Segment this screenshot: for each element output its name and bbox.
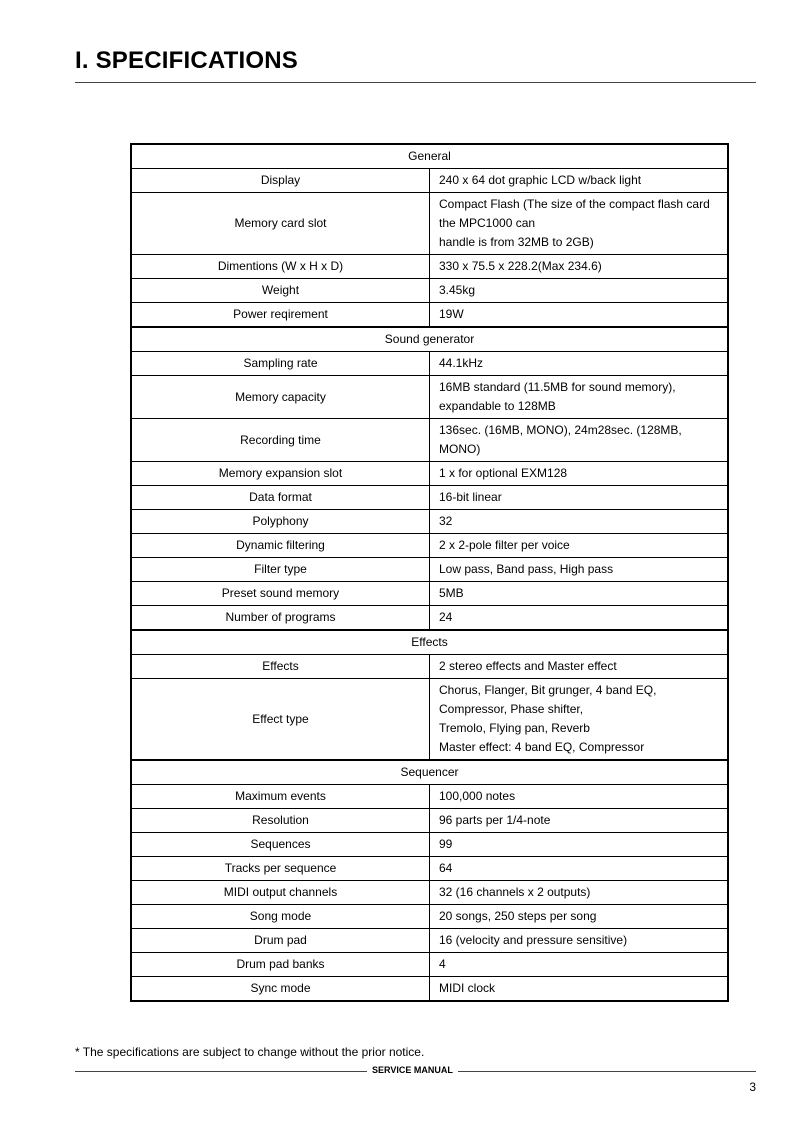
spec-value: [430, 352, 729, 376]
spec-value-line: 16 (velocity and pressure sensitive): [439, 933, 628, 947]
spec-value-line: 96 parts per 1/4-note: [439, 813, 551, 827]
spec-value: [430, 785, 729, 809]
section-heading: Sound generator: [131, 327, 728, 352]
page-title: I. SPECIFICATIONS: [75, 47, 298, 74]
spec-value: [430, 881, 729, 905]
spec-label: Sequences: [131, 833, 430, 857]
spec-value-line: 2 stereo effects and Master effect: [439, 659, 617, 673]
spec-value: [430, 833, 729, 857]
spec-value: [430, 929, 729, 953]
spec-label: Drum pad banks: [131, 953, 430, 977]
spec-value-line: 32: [439, 514, 453, 528]
spec-row: [131, 279, 728, 303]
spec-row: [131, 462, 728, 486]
spec-value-line: 2 x 2-pole filter per voice: [439, 538, 570, 552]
spec-value-line: 136sec. (16MB, MONO), 24m28sec. (128MB, MONO): [439, 423, 682, 456]
spec-value-line: Master effect: 4 band EQ, Compressor: [439, 740, 645, 754]
section-heading: Effects: [131, 630, 728, 655]
spec-value-line: 24: [439, 610, 453, 624]
spec-value-line: 4: [439, 957, 446, 971]
spec-row: [131, 977, 728, 1002]
spec-label: Drum pad: [131, 929, 430, 953]
spec-label: Memory card slot: [131, 193, 430, 255]
spec-value: [430, 303, 729, 328]
section-header-row: [131, 630, 728, 655]
spec-value-line: 20 songs, 250 steps per song: [439, 909, 597, 923]
spec-value-line: 330 x 75.5 x 228.2(Max 234.6): [439, 259, 602, 273]
section-heading: Sequencer: [131, 760, 728, 785]
spec-row: [131, 881, 728, 905]
spec-label: Number of programs: [131, 606, 430, 631]
spec-label: Dimentions (W x H x D): [131, 255, 430, 279]
spec-label: Song mode: [131, 905, 430, 929]
spec-label: Maximum events: [131, 785, 430, 809]
spec-value-line: 5MB: [439, 586, 464, 600]
footnote: * The specifications are subject to change without the prior notice.: [75, 1045, 425, 1059]
spec-value: [430, 977, 729, 1002]
spec-value: [430, 679, 729, 761]
spec-value-line: handle is from 32MB to 2GB): [439, 235, 594, 249]
spec-value-line: 1 x for optional EXM128: [439, 466, 568, 480]
spec-row: [131, 655, 728, 679]
spec-label: Sync mode: [131, 977, 430, 1002]
section-header-row: [131, 144, 728, 169]
spec-label: Memory capacity: [131, 376, 430, 419]
spec-row: [131, 376, 728, 419]
spec-row: [131, 929, 728, 953]
specifications-table: [130, 143, 729, 1002]
spec-label: Preset sound memory: [131, 582, 430, 606]
spec-value: [430, 558, 729, 582]
spec-value: [430, 376, 729, 419]
spec-row: [131, 486, 728, 510]
spec-value-line: 99: [439, 837, 453, 851]
spec-value-line: 44.1kHz: [439, 356, 484, 370]
spec-label: Memory expansion slot: [131, 462, 430, 486]
spec-label: Recording time: [131, 419, 430, 462]
spec-label: Dynamic filtering: [131, 534, 430, 558]
spec-label: Polyphony: [131, 510, 430, 534]
spec-label: Resolution: [131, 809, 430, 833]
spec-value-line: 240 x 64 dot graphic LCD w/back light: [439, 173, 642, 187]
spec-value-line: 64: [439, 861, 453, 875]
spec-value: [430, 905, 729, 929]
spec-value: [430, 169, 729, 193]
spec-label: Power reqirement: [131, 303, 430, 328]
spec-value: [430, 953, 729, 977]
spec-value: [430, 279, 729, 303]
spec-row: [131, 510, 728, 534]
spec-label: Weight: [131, 279, 430, 303]
spec-value: [430, 193, 729, 255]
spec-row: [131, 534, 728, 558]
spec-row: [131, 905, 728, 929]
spec-row: [131, 255, 728, 279]
page-number: 3: [749, 1080, 756, 1094]
title-rule: [75, 82, 756, 83]
spec-row: [131, 833, 728, 857]
spec-value: [430, 486, 729, 510]
spec-value: [430, 809, 729, 833]
spec-label: Data format: [131, 486, 430, 510]
spec-value: [430, 606, 729, 631]
spec-value-line: 3.45kg: [439, 283, 476, 297]
spec-label: Effect type: [131, 679, 430, 761]
spec-value-line: MIDI clock: [439, 981, 496, 995]
spec-row: [131, 193, 728, 255]
section-heading: General: [131, 144, 728, 169]
spec-row: [131, 785, 728, 809]
spec-row: [131, 169, 728, 193]
spec-label: Tracks per sequence: [131, 857, 430, 881]
spec-value: [430, 462, 729, 486]
spec-value-line: 100,000 notes: [439, 789, 516, 803]
spec-value-line: Compact Flash (The size of the compact flash card the MPC1000 can: [439, 197, 710, 230]
spec-value-line: 16MB standard (11.5MB for sound memory), expandable to 128MB: [439, 380, 676, 413]
spec-row: [131, 953, 728, 977]
spec-value: [430, 655, 729, 679]
spec-value-line: 32 (16 channels x 2 outputs): [439, 885, 591, 899]
spec-label: Display: [131, 169, 430, 193]
spec-row: [131, 679, 728, 761]
spec-label: Effects: [131, 655, 430, 679]
spec-value-line: Tremolo, Flying pan, Reverb: [439, 721, 590, 735]
spec-value: [430, 534, 729, 558]
spec-value: [430, 255, 729, 279]
spec-value-line: 19W: [439, 307, 464, 321]
spec-row: [131, 419, 728, 462]
spec-label: Sampling rate: [131, 352, 430, 376]
spec-value: [430, 582, 729, 606]
spec-label: Filter type: [131, 558, 430, 582]
footer-label: SERVICE MANUAL: [367, 1065, 458, 1075]
section-header-row: [131, 760, 728, 785]
section-header-row: [131, 327, 728, 352]
spec-row: [131, 352, 728, 376]
spec-value: [430, 857, 729, 881]
spec-row: [131, 606, 728, 631]
specifications-table-body: [131, 144, 728, 1001]
spec-row: [131, 809, 728, 833]
spec-value: [430, 510, 729, 534]
spec-label: MIDI output channels: [131, 881, 430, 905]
spec-row: [131, 558, 728, 582]
spec-value-line: 16-bit linear: [439, 490, 502, 504]
spec-row: [131, 857, 728, 881]
spec-row: [131, 582, 728, 606]
spec-value-line: Low pass, Band pass, High pass: [439, 562, 614, 576]
spec-value-line: Chorus, Flanger, Bit grunger, 4 band EQ, Compressor, Phase shifter,: [439, 683, 657, 716]
spec-value: [430, 419, 729, 462]
spec-row: [131, 303, 728, 328]
